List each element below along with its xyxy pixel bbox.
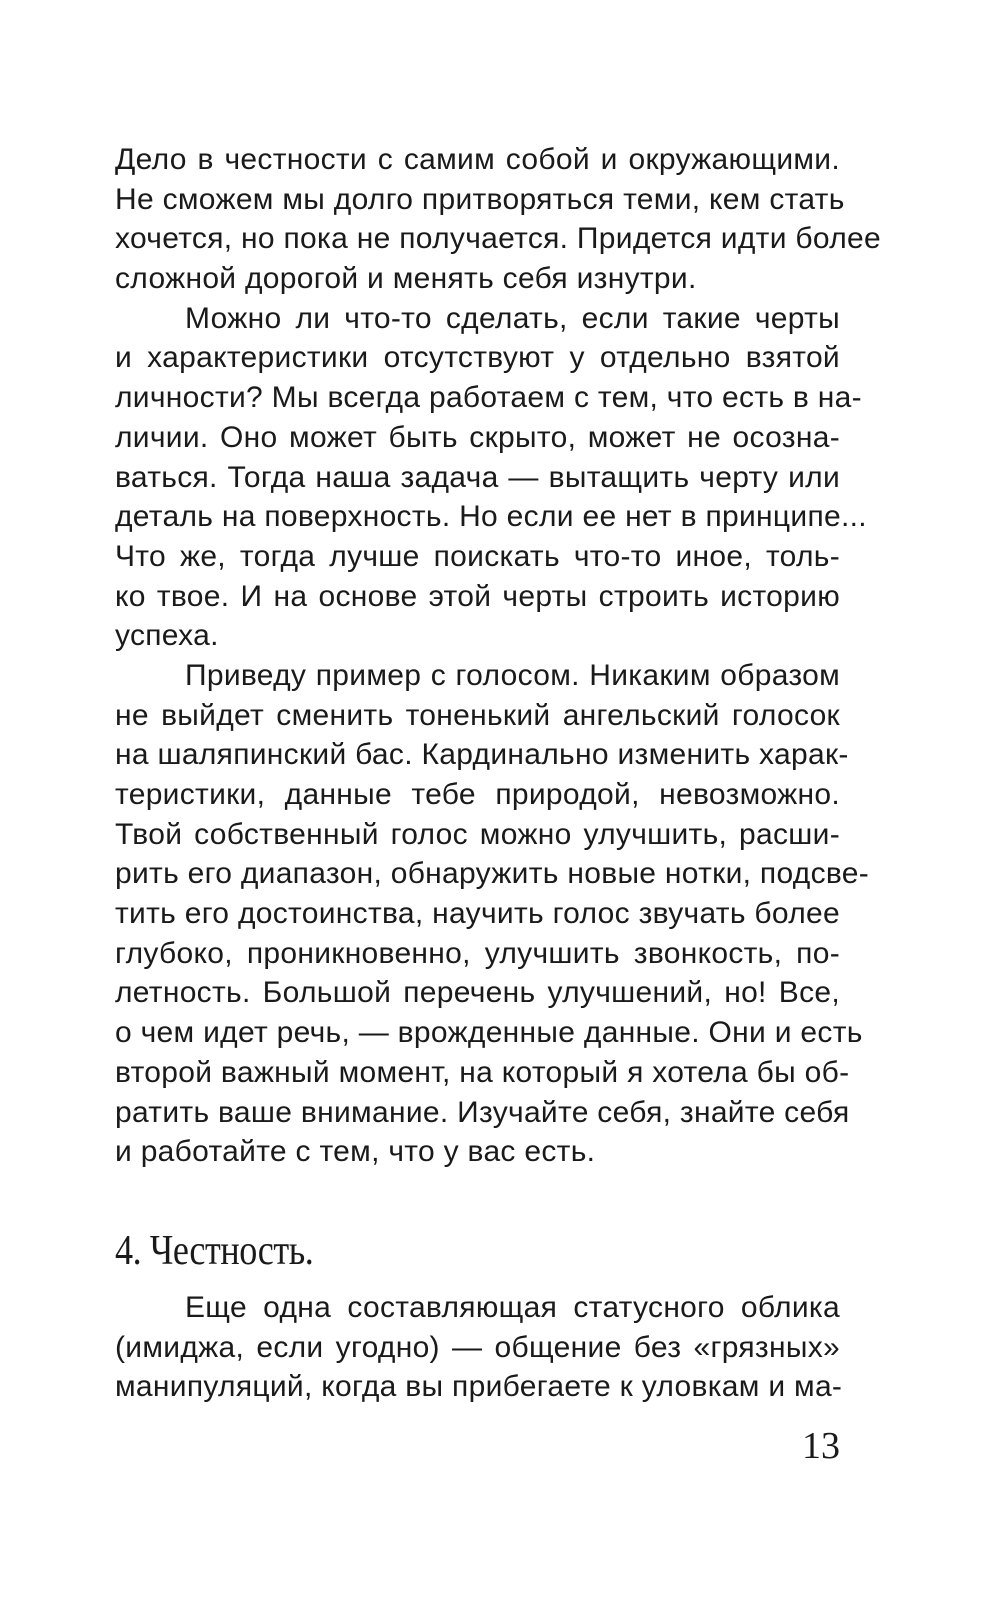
text-line: личии. Оно может быть скрыто, может не осозна- xyxy=(115,420,840,454)
text-line: Дело в честности с самим собой и окружающими. xyxy=(115,143,840,176)
text-line: теристики, данные тебе природой, невозможно. xyxy=(115,778,840,811)
text-line: Можно ли что-то сделать, если такие черты xyxy=(185,301,840,335)
text-line: ко твое. И на основе этой черты строить историю xyxy=(115,579,840,613)
text-line: Еще одна составляющая статусного облика xyxy=(185,1291,840,1324)
text-line: Приведу пример с голосом. Никаким образом xyxy=(185,658,840,692)
text-line: на шаляпинский бас. Кардинально изменить харак- xyxy=(115,738,849,772)
section-heading: 4. Честность. xyxy=(115,1228,314,1274)
text-line: сложной дорогой и менять себя изнутри. xyxy=(115,262,697,296)
text-line: хочется, но пока не получается. Придется идти более xyxy=(115,222,881,256)
text-line: ваться. Тогда наша задача — вытащить черту или xyxy=(115,460,840,494)
text-line: Что же, тогда лучше поискать что-то иное, толь- xyxy=(115,539,840,573)
body-text-top xyxy=(115,140,881,1172)
text-line: (имиджа, если угодно) — общение без «грязных» xyxy=(115,1330,840,1364)
page-number: 13 xyxy=(802,1425,840,1467)
text-line: не выйдет сменить тоненький ангельский голосок xyxy=(115,698,840,732)
text-line: рить его диапазон, обнаружить новые нотки, подсве- xyxy=(115,857,870,891)
text-line: тить его достоинства, научить голос звучать более xyxy=(115,897,840,931)
text-line: второй важный момент, на который я хотела бы об- xyxy=(115,1055,850,1089)
text-line: манипуляций, когда вы прибегаете к уловкам и ма- xyxy=(115,1370,843,1404)
text-line: деталь на поверхность. Но если ее нет в принципе... xyxy=(115,500,867,534)
text-line: Твой собственный голос можно улучшить, расши- xyxy=(115,817,840,851)
text-line: и работайте с тем, что у вас есть. xyxy=(115,1135,596,1169)
text-line: ратить ваше внимание. Изучайте себя, знайте себя xyxy=(115,1095,850,1129)
text-line: личности? Мы всегда работаем с тем, что есть в на- xyxy=(115,381,862,415)
text-line: Не сможем мы долго притворяться теми, кем стать xyxy=(115,182,845,216)
text-line: успеха. xyxy=(115,619,219,653)
text-line: летность. Большой перечень улучшений, но! Все, xyxy=(115,976,840,1010)
text-line: о чем идет речь, — врожденные данные. Они и есть xyxy=(115,1016,863,1050)
body-text-bottom xyxy=(115,1288,843,1407)
text-line: глубоко, проникновенно, улучшить звонкость, по- xyxy=(115,936,840,970)
text-line: и характеристики отсутствуют у отдельно взятой xyxy=(115,341,840,375)
